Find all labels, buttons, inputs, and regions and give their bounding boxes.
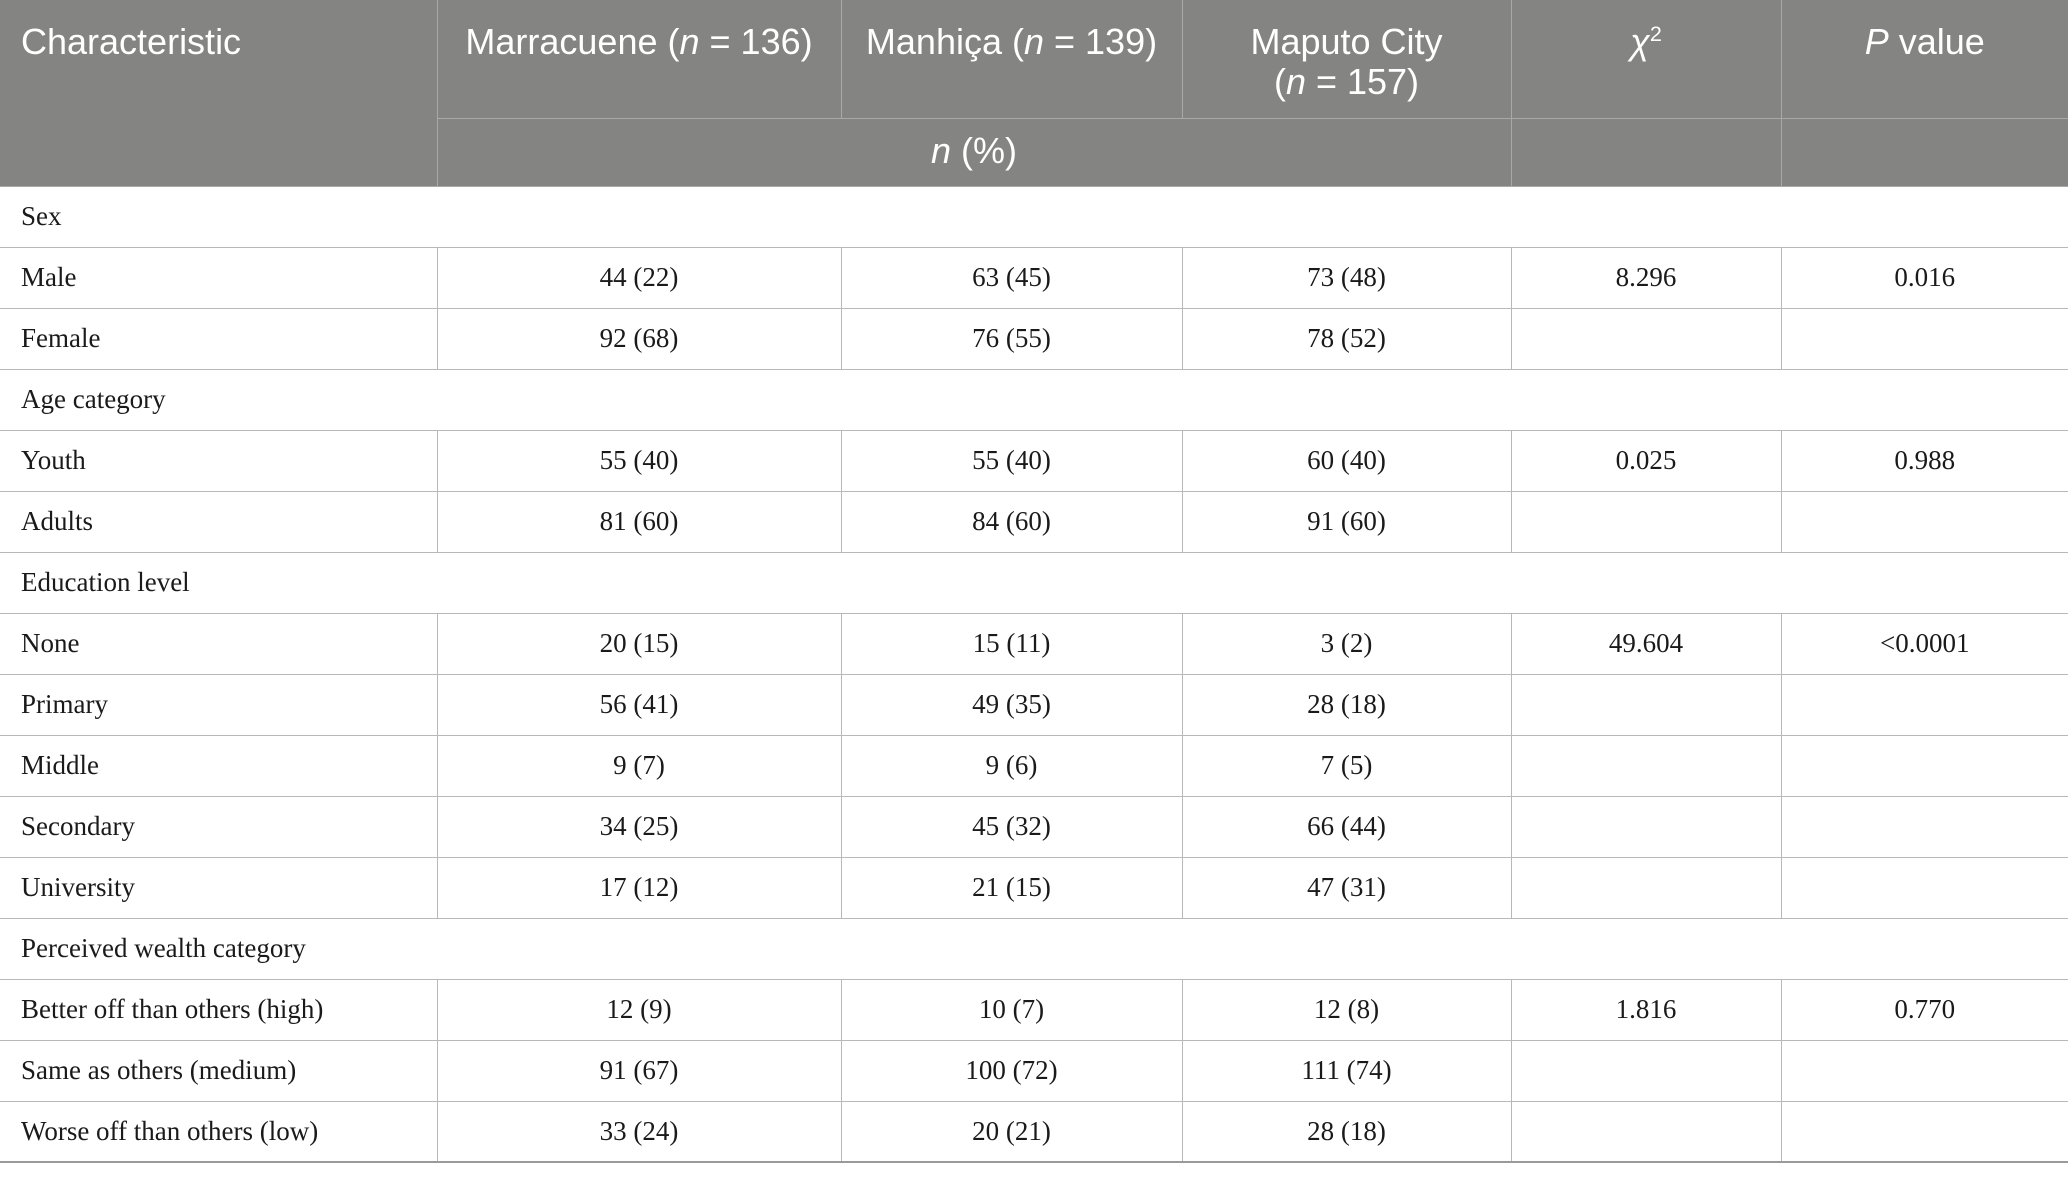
table-row bbox=[0, 979, 2068, 1040]
row-label: Primary bbox=[0, 674, 437, 735]
table-row bbox=[0, 796, 2068, 857]
table-row bbox=[0, 1101, 2068, 1162]
cell-p-value bbox=[1781, 308, 2068, 369]
cell-maputo-city: 91 (60) bbox=[1182, 491, 1511, 552]
cell-marracuene: 91 (67) bbox=[437, 1040, 841, 1101]
table-row bbox=[0, 735, 2068, 796]
cell-manhica: 10 (7) bbox=[841, 979, 1182, 1040]
header-empty-p bbox=[1781, 118, 2068, 186]
table-row bbox=[0, 308, 2068, 369]
section-row bbox=[0, 369, 2068, 430]
cell-maputo-city: 111 (74) bbox=[1182, 1040, 1511, 1101]
cell-manhica: 20 (21) bbox=[841, 1101, 1182, 1162]
table-row bbox=[0, 674, 2068, 735]
cell-maputo-city: 78 (52) bbox=[1182, 308, 1511, 369]
cell-maputo-city: 7 (5) bbox=[1182, 735, 1511, 796]
cell-p-value: 0.770 bbox=[1781, 979, 2068, 1040]
table-header bbox=[0, 0, 2068, 186]
header-maputo-city: Maputo City (n = 157) bbox=[1182, 0, 1511, 118]
cell-manhica: 21 (15) bbox=[841, 857, 1182, 918]
table-row bbox=[0, 857, 2068, 918]
cell-chi-square bbox=[1511, 674, 1781, 735]
table-row bbox=[0, 247, 2068, 308]
cell-marracuene: 33 (24) bbox=[437, 1101, 841, 1162]
cell-maputo-city: 28 (18) bbox=[1182, 1101, 1511, 1162]
section-label: Age category bbox=[0, 369, 2068, 430]
cell-p-value bbox=[1781, 674, 2068, 735]
row-label: Middle bbox=[0, 735, 437, 796]
section-label: Sex bbox=[0, 186, 2068, 247]
cell-p-value bbox=[1781, 1101, 2068, 1162]
cell-marracuene: 56 (41) bbox=[437, 674, 841, 735]
cell-chi-square: 49.604 bbox=[1511, 613, 1781, 674]
table-row bbox=[0, 491, 2068, 552]
cell-maputo-city: 73 (48) bbox=[1182, 247, 1511, 308]
cell-chi-square bbox=[1511, 1101, 1781, 1162]
header-empty-chi bbox=[1511, 118, 1781, 186]
header-manhica: Manhiça (n = 139) bbox=[841, 0, 1182, 118]
cell-manhica: 15 (11) bbox=[841, 613, 1182, 674]
table-body bbox=[0, 186, 2068, 1162]
cell-marracuene: 9 (7) bbox=[437, 735, 841, 796]
cell-p-value bbox=[1781, 1040, 2068, 1101]
cell-chi-square: 1.816 bbox=[1511, 979, 1781, 1040]
cell-marracuene: 55 (40) bbox=[437, 430, 841, 491]
row-label: Same as others (medium) bbox=[0, 1040, 437, 1101]
cell-chi-square bbox=[1511, 1040, 1781, 1101]
cell-p-value bbox=[1781, 857, 2068, 918]
cell-p-value: <0.0001 bbox=[1781, 613, 2068, 674]
cell-chi-square bbox=[1511, 308, 1781, 369]
cell-manhica: 9 (6) bbox=[841, 735, 1182, 796]
row-label: University bbox=[0, 857, 437, 918]
cell-chi-square: 8.296 bbox=[1511, 247, 1781, 308]
cell-maputo-city: 47 (31) bbox=[1182, 857, 1511, 918]
cell-manhica: 63 (45) bbox=[841, 247, 1182, 308]
header-n-percent: n (%) bbox=[437, 118, 1511, 186]
section-label: Perceived wealth category bbox=[0, 918, 2068, 979]
cell-manhica: 49 (35) bbox=[841, 674, 1182, 735]
section-row bbox=[0, 186, 2068, 247]
cell-marracuene: 12 (9) bbox=[437, 979, 841, 1040]
cell-p-value: 0.988 bbox=[1781, 430, 2068, 491]
cell-chi-square bbox=[1511, 857, 1781, 918]
section-row bbox=[0, 918, 2068, 979]
cell-manhica: 76 (55) bbox=[841, 308, 1182, 369]
cell-chi-square bbox=[1511, 796, 1781, 857]
row-label: Adults bbox=[0, 491, 437, 552]
cell-manhica: 84 (60) bbox=[841, 491, 1182, 552]
cell-chi-square: 0.025 bbox=[1511, 430, 1781, 491]
header-characteristic: Characteristic bbox=[0, 0, 437, 186]
header-marracuene: Marracuene (n = 136) bbox=[437, 0, 841, 118]
section-label: Education level bbox=[0, 552, 2068, 613]
cell-maputo-city: 3 (2) bbox=[1182, 613, 1511, 674]
cell-marracuene: 92 (68) bbox=[437, 308, 841, 369]
row-label: Female bbox=[0, 308, 437, 369]
row-label: Better off than others (high) bbox=[0, 979, 437, 1040]
cell-maputo-city: 12 (8) bbox=[1182, 979, 1511, 1040]
cell-marracuene: 20 (15) bbox=[437, 613, 841, 674]
cell-p-value bbox=[1781, 735, 2068, 796]
cell-p-value bbox=[1781, 796, 2068, 857]
cell-maputo-city: 28 (18) bbox=[1182, 674, 1511, 735]
cell-marracuene: 44 (22) bbox=[437, 247, 841, 308]
cell-manhica: 55 (40) bbox=[841, 430, 1182, 491]
row-label: Male bbox=[0, 247, 437, 308]
cell-manhica: 100 (72) bbox=[841, 1040, 1182, 1101]
table-row bbox=[0, 1040, 2068, 1101]
cell-chi-square bbox=[1511, 735, 1781, 796]
row-label: Worse off than others (low) bbox=[0, 1101, 437, 1162]
cell-manhica: 45 (32) bbox=[841, 796, 1182, 857]
row-label: Youth bbox=[0, 430, 437, 491]
table-row bbox=[0, 613, 2068, 674]
cell-marracuene: 34 (25) bbox=[437, 796, 841, 857]
cell-marracuene: 17 (12) bbox=[437, 857, 841, 918]
row-label: Secondary bbox=[0, 796, 437, 857]
section-row bbox=[0, 552, 2068, 613]
cell-maputo-city: 60 (40) bbox=[1182, 430, 1511, 491]
cell-p-value: 0.016 bbox=[1781, 247, 2068, 308]
row-label: None bbox=[0, 613, 437, 674]
cell-p-value bbox=[1781, 491, 2068, 552]
header-p-value: P value bbox=[1781, 0, 2068, 118]
cell-maputo-city: 66 (44) bbox=[1182, 796, 1511, 857]
header-row bbox=[0, 0, 2068, 118]
cell-chi-square bbox=[1511, 491, 1781, 552]
header-chi-square: $\chi^2$ bbox=[1511, 0, 1781, 118]
table-row bbox=[0, 430, 2068, 491]
cell-marracuene: 81 (60) bbox=[437, 491, 841, 552]
